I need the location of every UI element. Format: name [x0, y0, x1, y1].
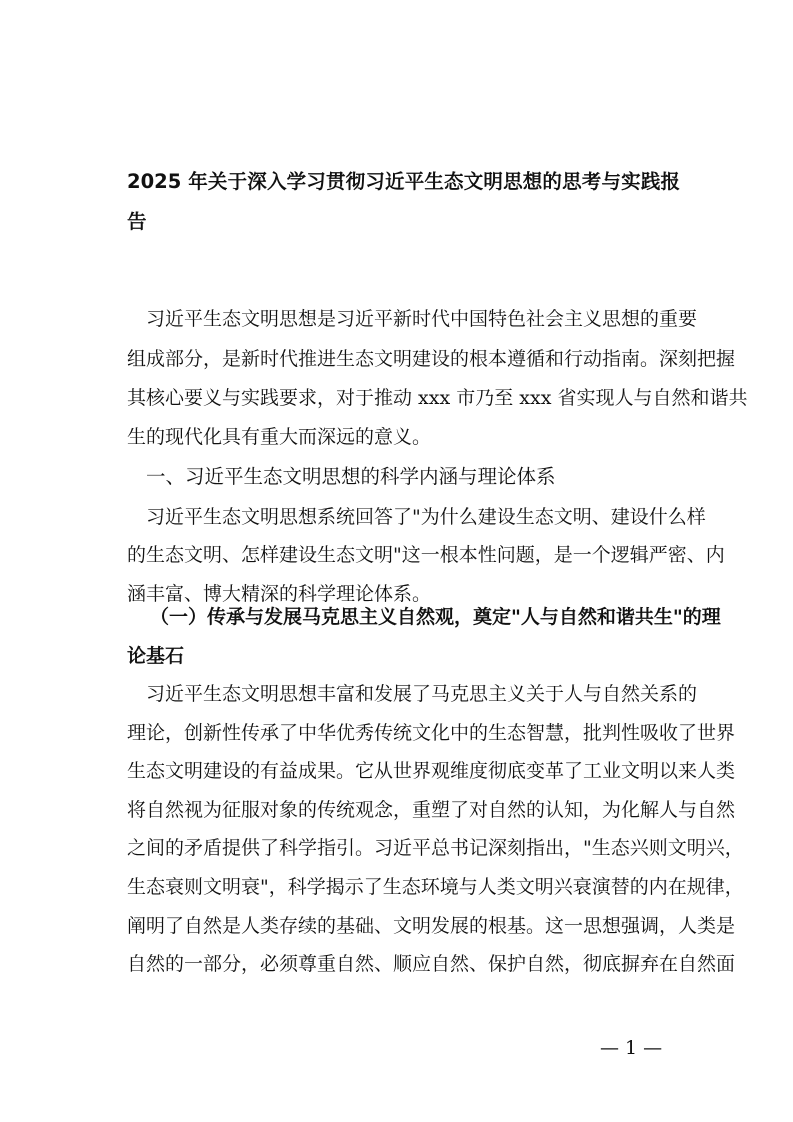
subsection-line: 习近平生态文明思想丰富和发展了马克思主义关于人与自然关系的: [146, 683, 698, 705]
subsection-line: 理论，创新性传承了中华优秀传统文化中的生态智慧，批判性吸收了世界: [127, 722, 736, 744]
subsection-line: 生态衰则文明衰"，科学揭示了生态环境与人类文明兴衰演替的内在规律，: [127, 876, 744, 898]
intro-line: 组成部分，是新时代推进生态文明建设的根本遵循和行动指南。深刻把握: [127, 348, 736, 370]
section-line: 涵丰富、博大精深的科学理论体系。: [127, 583, 432, 605]
section-line: 习近平生态文明思想系统回答了"为什么建设生态文明、建设什么样: [146, 506, 706, 528]
page-number: — 1 —: [600, 1037, 663, 1059]
intro-line: 其核心要义与实践要求，对于推动 xxx 市乃至 xxx 省实现人与自然和谐共: [127, 387, 748, 409]
subsection-heading-line-1: （一）传承与发展马克思主义自然观，奠定"人与自然和谐共生"的理: [150, 606, 721, 628]
section-heading: 一、习近平生态文明思想的科学内涵与理论体系: [146, 465, 556, 488]
document-title-line-1: 2025 年关于深入学习贯彻习近平生态文明思想的思考与实践报: [127, 170, 680, 193]
intro-line: 生的现代化具有重大而深远的意义。: [127, 426, 432, 448]
document-title-line-2: 告: [127, 210, 147, 233]
subsection-line: 之间的矛盾提供了科学指引。习近平总书记深刻指出，"生态兴则文明兴，: [127, 837, 744, 859]
intro-line: 习近平生态文明思想是习近平新时代中国特色社会主义思想的重要: [146, 308, 698, 330]
subsection-line: 自然的一部分，必须尊重自然、顺应自然、保护自然，彻底摒弃在自然面: [127, 953, 736, 975]
subsection-line: 阐明了自然是人类存续的基础、文明发展的根基。这一思想强调，人类是: [127, 915, 736, 937]
subsection-heading-line-2: 论基石: [127, 645, 185, 667]
subsection-line: 生态文明建设的有益成果。它从世界观维度彻底变革了工业文明以来人类: [127, 760, 736, 782]
section-line: 的生态文明、怎样建设生态文明"这一根本性问题，是一个逻辑严密、内: [127, 544, 725, 566]
subsection-line: 将自然视为征服对象的传统观念，重塑了对自然的认知，为化解人与自然: [127, 799, 736, 821]
